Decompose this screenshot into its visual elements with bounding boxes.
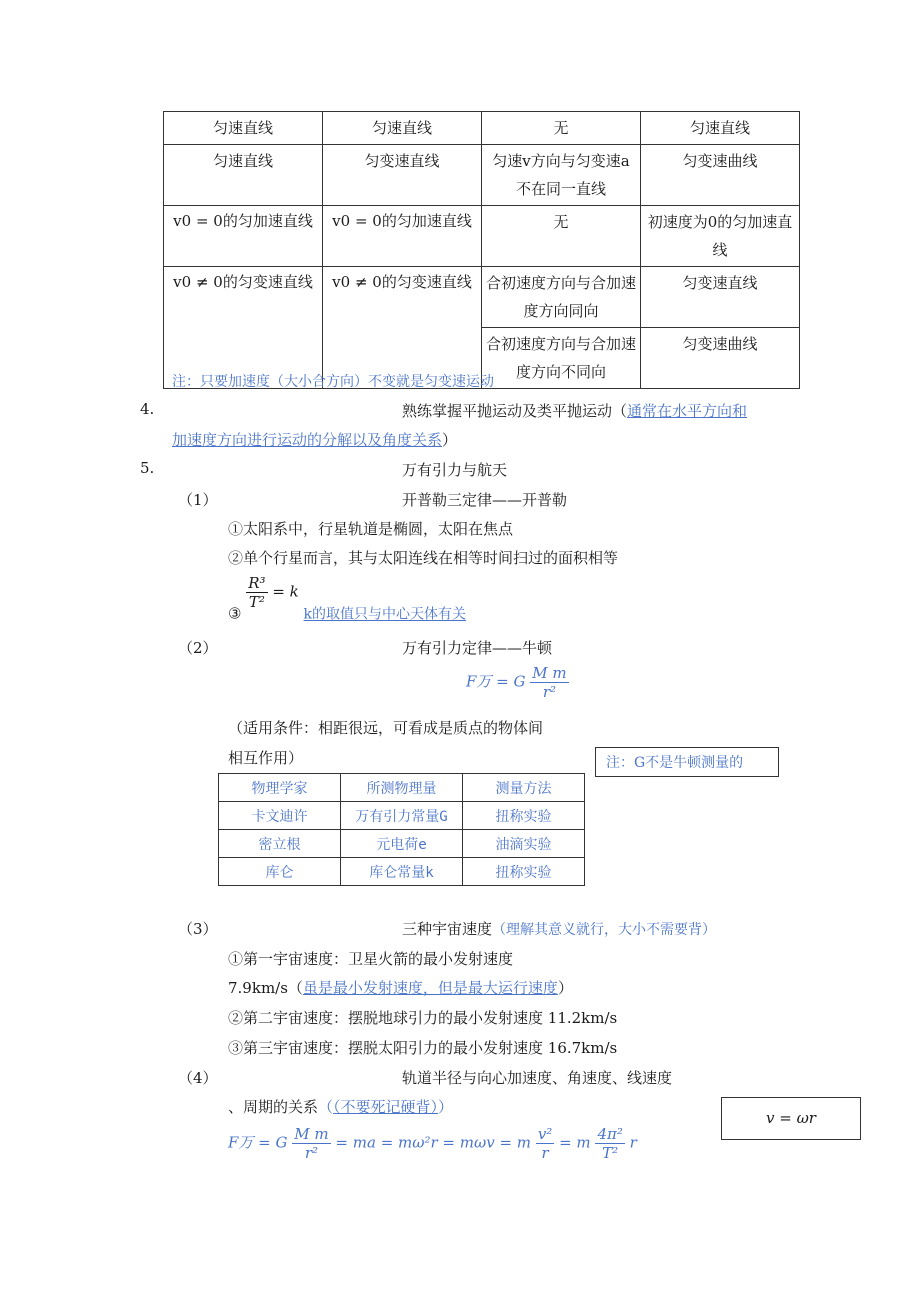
condition-line-1: （适用条件：相距很远，可看成是质点的物体间 bbox=[228, 719, 544, 737]
table-cell: 库仑常量k bbox=[341, 858, 463, 886]
item-4-number: 4. bbox=[140, 400, 155, 418]
table-cell: 匀变速直线 bbox=[323, 145, 482, 206]
sub-4-heading: 轨道半径与向心加速度、角速度、线速度 bbox=[402, 1069, 673, 1087]
sub-1-number: （1） bbox=[178, 491, 218, 509]
sub-3-number: （3） bbox=[178, 920, 218, 938]
table-cell: 匀速直线 bbox=[164, 112, 323, 145]
sub-2-number: （2） bbox=[178, 639, 218, 657]
table-cell: 匀变速直线 bbox=[641, 267, 800, 328]
table-cell: v0 = 0的匀加速直线 bbox=[164, 206, 323, 267]
kepler-fraction: $\frac{\text{R³}}{\text{T²}}$ bbox=[248, 574, 266, 611]
table-cell: v0 ≠ 0的匀变速直线 bbox=[323, 267, 482, 389]
table-cell: 卡文迪许 bbox=[219, 802, 341, 830]
orbital-formula: F万 = G $\frac{\text{M m}}{\text{r²}}$ = ma = mω²r = mωv = m $\frac{\text{v²}}{r}$ = m $\frac{\text{4π²}}{\text{T²}}$ r bbox=[228, 1125, 637, 1162]
cosmic-velocity-3: ③第三宇宙速度：摆脱太阳引力的最小发射速度 16.7km/s bbox=[228, 1039, 618, 1057]
table-cell: 匀变速曲线 bbox=[641, 145, 800, 206]
table-cell: 初速度为0的匀加速直线 bbox=[641, 206, 800, 267]
table-cell: 密立根 bbox=[219, 830, 341, 858]
sub-3-heading: 三种宇宙速度（理解其意义就行，大小不需要背） bbox=[402, 920, 717, 938]
table-cell: 扭称实验 bbox=[463, 858, 585, 886]
sub-4-number: （4） bbox=[178, 1069, 218, 1087]
table-cell: 无 bbox=[482, 206, 641, 267]
note-box-g: 注：G不是牛顿测量的 bbox=[595, 747, 779, 777]
table-cell: 匀速直线 bbox=[641, 112, 800, 145]
table-cell: 匀速直线 bbox=[164, 145, 323, 206]
table-cell: 合初速度方向与合加速度方向同向 bbox=[482, 267, 641, 328]
table-cell: v0 = 0的匀加速直线 bbox=[323, 206, 482, 267]
condition-line-2: 相互作用） bbox=[228, 749, 304, 767]
table-cell: 元电荷e bbox=[341, 830, 463, 858]
cosmic-velocity-1: ①第一宇宙速度：卫星火箭的最小发射速度 bbox=[228, 950, 514, 968]
sub-1-heading: 开普勒三定律——开普勒 bbox=[402, 491, 568, 509]
table-cell: 万有引力常量G bbox=[341, 802, 463, 830]
table-cell: 匀速v方向与匀变速a不在同一直线 bbox=[482, 145, 641, 206]
table-cell: 测量方法 bbox=[463, 774, 585, 802]
gravitation-formula: F万 = G $\frac{\text{M m}}{\text{r²}}$ bbox=[466, 664, 567, 701]
table-cell: 所测物理量 bbox=[341, 774, 463, 802]
table-cell: 扭称实验 bbox=[463, 802, 585, 830]
item-4-heading: 熟练掌握平抛运动及类平抛运动（通常在水平方向和 bbox=[402, 402, 748, 420]
table-cell: 无 bbox=[482, 112, 641, 145]
cosmic-velocity-2: ②第二宇宙速度：摆脱地球引力的最小发射速度 11.2km/s bbox=[228, 1009, 618, 1027]
item-5-number: 5. bbox=[140, 459, 155, 477]
kepler-law-1: ①太阳系中，行星轨道是椭圆，太阳在焦点 bbox=[228, 520, 514, 538]
table-cell: 油滴实验 bbox=[463, 830, 585, 858]
item-5-heading: 万有引力与航天 bbox=[402, 461, 508, 479]
uniform-accel-note: 注：只要加速度（大小合方向）不变就是匀变速运动 bbox=[172, 374, 494, 390]
kepler-law-3: ③ $\frac{\text{R³}}{\text{T²}}$ = k k的取值只与中心天体有关 bbox=[228, 574, 467, 623]
motion-table bbox=[163, 111, 800, 389]
table-cell: 合初速度方向与合加速度方向不同向 bbox=[482, 328, 641, 389]
table-cell: 库仑 bbox=[219, 858, 341, 886]
table-cell: v0 ≠ 0的匀变速直线 bbox=[164, 267, 323, 389]
cosmic-velocity-1-value: 7.9km/s（虽是最小发射速度，但是最大运行速度） bbox=[228, 979, 573, 997]
sub-4-heading-cont: 、周期的关系（（不要死记硬背）） bbox=[228, 1098, 454, 1116]
table-cell: 匀变速曲线 bbox=[641, 328, 800, 389]
physicist-table bbox=[218, 773, 585, 886]
kepler-law-2: ②单个行星而言，其与太阳连线在相等时间扫过的面积相等 bbox=[228, 549, 619, 567]
item-4-heading-cont: 加速度方向进行运动的分解以及角度关系） bbox=[172, 431, 458, 449]
sub-2-heading: 万有引力定律——牛顿 bbox=[402, 639, 553, 657]
velocity-formula-box: v = ωr bbox=[721, 1097, 861, 1140]
table-cell: 物理学家 bbox=[219, 774, 341, 802]
table-cell: 匀速直线 bbox=[323, 112, 482, 145]
